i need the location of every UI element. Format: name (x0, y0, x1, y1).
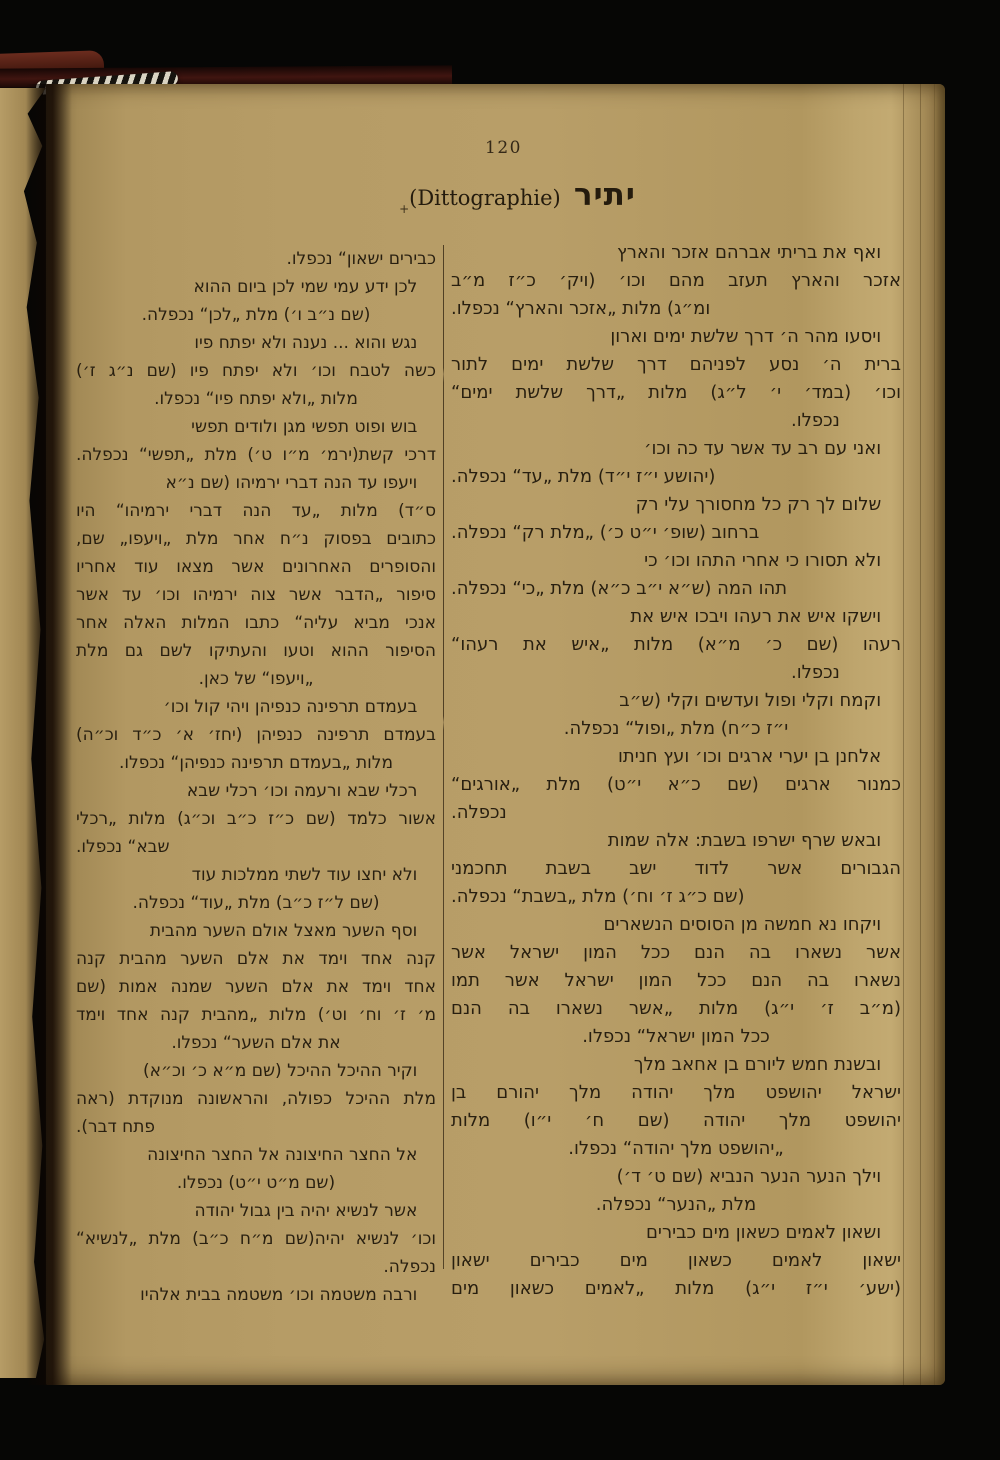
text-line: ס״ד) מלות „עד הנה דברי ירמיהו“ היו (76, 501, 436, 521)
footnote-mark: + (399, 202, 410, 216)
text-line: אחד וימד את אלם השער שמנה אמות (שם (76, 977, 436, 997)
column-divider-rule (436, 239, 451, 1309)
text-line: וסף השער מאצל אולם השער מהבית (149, 921, 418, 941)
scanned-page (46, 84, 945, 1385)
column-right (451, 239, 901, 1303)
text-line: ישאון לאמים כשאון מים כבירים ישאון (451, 1250, 901, 1271)
text-line: קנה אחד וימד את אלם השער מהבית קנה (76, 949, 436, 969)
text-line: וכו׳ (במד׳ י׳ ל״ג) מלות „דרך שלשת ימים“ (451, 382, 901, 403)
text-line: ברחוב (שופ׳ י״ט כ׳) „מלת רק“ נכפלה. (451, 522, 760, 543)
text-line: אנכי מביא עליה“ כתבו המלות האלה אחר (76, 613, 436, 633)
text-line: כתובים בפסוק נ״ח אחר מלת „ויעפו„ שם, (76, 529, 436, 549)
text-line: נכפלו. (790, 662, 840, 683)
page-crease (903, 84, 904, 1385)
text-line: נשארו בה הנם ככל המון ישראל אשר תמו (451, 970, 901, 991)
text-line: אשר נשארו בה הנם ככל המון ישראל אשר (451, 942, 901, 963)
text-line: ורבה משטמה וכו׳ משטמה בבית אלהיו (140, 1285, 418, 1305)
text-line: (שם מ״ט י״ט) נכפלו. (176, 1173, 336, 1193)
section-title-latin: (Dittographie) (409, 186, 561, 210)
text-line: ובשנת חמש ליורם בן אחאב מלך (633, 1054, 882, 1075)
text-line: ויקחו נא חמשה מן הסוסים הנשארים (603, 914, 882, 935)
text-line: אלחנן בן יערי ארגים וכו׳ ועץ חניתו (617, 746, 882, 767)
text-line: נכפלה. (451, 802, 507, 823)
text-line: כבירים ישאון“ נכפלו. (286, 249, 436, 269)
section-title (68, 177, 967, 216)
column-left (76, 245, 436, 1309)
text-line: ולא תסורו כי אחרי התהו וכו׳ כי (644, 550, 882, 571)
text-line: בעמדם תרפינה כנפיהן (יחז׳ א׳ כ״ד וכ״ה) (76, 725, 436, 745)
text-line: ולא יחצו עוד לשתי ממלכות עוד (191, 865, 418, 885)
text-line: סיפור „הדבר אשר צוה ירמיהו וכו׳ עד אשר (76, 585, 436, 605)
text-line: והסופרים האחרונים אשר מצאו עוד אחריו (76, 557, 436, 577)
text-line: דרכי קשת(ירמ׳ מ״ו ט׳) מלת „תפשי“ נכפלה. (76, 445, 436, 465)
text-line: ושאון לאמים כשאון מים כבירים (645, 1222, 882, 1243)
page-crease (934, 84, 935, 1385)
text-line: נגש והוא ... נענה ולא יפתח פיו (194, 333, 418, 353)
text-line: ואני עם רב עד אשר עד כה וכו׳ (643, 438, 882, 459)
text-line: כמנור ארגים (שם כ״א י״ט) מלת „אורגים“ (451, 774, 901, 795)
text-line: וישקו איש את רעהו ויבכו איש את (630, 606, 882, 627)
text-line: ברית ה׳ נסע לפניהם דרך שלשת ימים לתור (451, 354, 901, 375)
text-line: אל החצר החיצונה אל החצר החיצונה (147, 1145, 418, 1165)
text-line: מלות „בעמדם תרפינה כנפיהן“ נכפלו. (119, 753, 393, 773)
text-line: רכלי שבא ורעמה וכו׳ רכלי שבא (186, 781, 418, 801)
text-line: יהושפט מלך יהודה (שם ח׳ י״ו) מלות (451, 1110, 901, 1131)
text-line: מלות „ולא יפתח פיו“ נכפלו. (154, 389, 358, 409)
text-line: ככל המון ישראל“ נכפלו. (582, 1026, 770, 1047)
text-line: שלום לך רק כל מחסורך עלי רק (635, 494, 882, 515)
text-line: ובאש שרף ישרפו בשבת: אלה שמות (607, 830, 882, 851)
text-line: מלת „הנער“ נכפלה. (595, 1194, 757, 1215)
text-line: בעמדם תרפינה כנפיהן ויהי קול וכו׳ (163, 697, 418, 717)
text-line: נכפלו. (790, 410, 840, 431)
text-line: הגבורים אשר לדוד ישב בשבת תחכמני (451, 858, 901, 879)
text-line: תהו המה (ש״א י״ב כ״א) מלת „כי“ נכפלה. (451, 578, 788, 599)
text-line: „יהושפט מלך יהודה“ נכפלו. (568, 1138, 784, 1159)
text-line: וכו׳ לנשיא יהיה(שם מ״ח כ״ב) מלת „לנשיא“ (76, 1229, 436, 1249)
text-columns (76, 239, 901, 1309)
text-line: שבא“ נכפלו. (76, 837, 170, 857)
text-line: אשור כלמד (שם כ״ז כ״ב וכ״ג) מלות „רכלי (76, 809, 436, 829)
text-line: וקמח וקלי ופול ועדשים וקלי (ש״ב (619, 690, 882, 711)
text-line: רעהו (שם כ׳ מ״א) מלות „איש את רעהו“ (451, 634, 901, 655)
text-line: (שם נ״ב ו׳) מלת „לכן“ נכפלה. (141, 305, 371, 325)
text-line: פתח דבר). (76, 1117, 156, 1137)
facing-page-edge (0, 88, 46, 1378)
text-line: נכפלה. (383, 1257, 436, 1277)
text-line: „ויעפו“ של כאן. (198, 669, 314, 689)
text-line: (שם כ״ג ז׳ וח׳) מלת „בשבת“ נכפלה. (451, 886, 745, 907)
text-line: אזכר והארץ תעזב מהם וכו׳ (ויק׳ כ״ז מ״ב (451, 270, 901, 291)
text-line: ויסעו מהר ה׳ דרך שלשת ימים וארון (610, 326, 882, 347)
text-line: מ׳ ז׳ וח׳ וט׳) מלות „מהבית קנה אחד וימד (76, 1005, 436, 1025)
text-line: (ישע׳ י״ז י״ג) מלות „לאמים כשאון מים (451, 1278, 901, 1299)
text-line: (מ״ב ז׳ י״ג) מלות „אשר נשארו בה הנם (451, 998, 901, 1019)
text-line: ואף את בריתי אברהם אזכר והארץ (617, 242, 882, 263)
text-line: אשר לנשיא יהיה בין גבול יהודה (194, 1201, 418, 1221)
section-title-hebrew: יתיר (573, 177, 636, 213)
text-line: כשה לטבח וכו׳ ולא יפתח פיו (שם נ״ג ז׳) (76, 361, 436, 381)
text-line: וקיר ההיכל ההיכל (שם מ״א כ׳ וכ״א) (143, 1061, 418, 1081)
text-line: (שם ל״ז כ״ב) מלת „עוד“ נכפלה. (132, 893, 380, 913)
text-line: בוש ופוט תפשי מגן ולודים תפשי (191, 417, 418, 437)
text-line: וילך הנער הנער הנביא (שם ט׳ ד׳) (616, 1166, 882, 1187)
text-line: מלת ההיכל כפולה, והראשונה מנוקדת (ראה (76, 1089, 436, 1109)
text-line: (יהושע י״ז י״ד) מלת „עד“ נכפלה. (451, 466, 716, 487)
page-crease (920, 84, 921, 1385)
page-number: 120 (485, 138, 522, 158)
text-line: ישראל יהושפט מלך יהודה מלך יהורם בן (451, 1082, 901, 1103)
text-line: הסיפור ההוא וטעו והעתיקו לשם גם מלת (76, 641, 436, 661)
text-line: ומ״ג) מלות „אזכר והארץ“ נכפלו. (451, 298, 711, 319)
text-line: י״ז כ״ח) מלת „ופול“ נכפלה. (563, 718, 789, 739)
text-line: את אלם השער“ נכפלו. (171, 1033, 341, 1053)
text-line: ויעפו עד הנה דברי ירמיהו (שם נ״א (165, 473, 418, 493)
text-line: לכן ידע עמי שמי לכן ביום ההוא (193, 277, 418, 297)
